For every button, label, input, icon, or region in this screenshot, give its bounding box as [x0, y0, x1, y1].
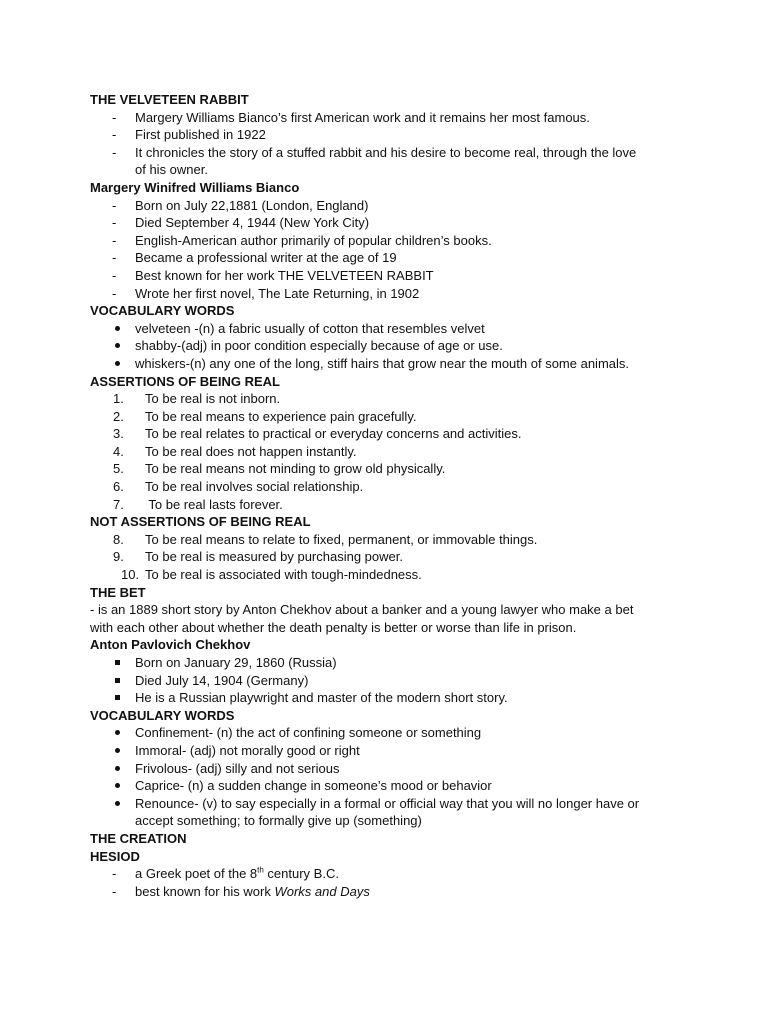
paragraph-line: - is an 1889 short story by Anton Chekhov about a banker and a young lawyer who make a bet: [90, 602, 634, 618]
list-item: - Margery Williams Bianco’s first American work and it remains her most famous.: [112, 109, 590, 125]
paragraph-line: with each other about whether the death penalty is better or worse than life in prison.: [90, 619, 577, 635]
list-item: Caprice- (n) a sudden change in someone’s mood or behavior: [0, 777, 768, 795]
bullet-dot-icon: [115, 361, 120, 366]
section-heading-vocabulary-1: VOCABULARY WORDS: [90, 303, 235, 319]
list-item: whiskers-(n) any one of the long, stiff hairs that grow near the mouth of some animals.: [0, 355, 768, 373]
dash-marker: -: [112, 144, 117, 160]
bullet-square-icon: [115, 678, 120, 683]
list-item: shabby-(adj) in poor condition especially because of age or use.: [0, 337, 768, 355]
dash-marker: -: [112, 866, 117, 882]
list-item: - English-American author primarily of popular children’s books.: [112, 232, 492, 248]
dash-marker: -: [112, 127, 117, 143]
dash-marker: -: [112, 883, 117, 899]
list-item: - Born on July 22,1881 (London, England): [112, 197, 369, 213]
list-item: - It chronicles the story of a stuffed rabbit and his desire to become real, through the love: [112, 144, 637, 160]
numbered-item: 5. To be real means not minding to grow old physically.: [113, 461, 446, 477]
bullet-dot-icon: [115, 766, 120, 771]
item-number: 3.: [113, 426, 124, 442]
numbered-item: 1. To be real is not inborn.: [113, 391, 281, 407]
bullet-square-icon: [115, 660, 120, 665]
section-heading-assertions: ASSERTIONS OF BEING REAL: [90, 373, 280, 389]
item-number: 7.: [113, 496, 124, 512]
section-heading-velveteen-rabbit: THE VELVETEEN RABBIT: [90, 92, 249, 107]
item-number: 2.: [113, 408, 124, 424]
dash-marker: -: [112, 250, 117, 266]
bullet-dot-icon: [115, 326, 120, 331]
dash-marker: -: [112, 285, 117, 301]
list-item: - Best known for her work THE VELVETEEN RABBIT: [112, 267, 434, 283]
list-item-continuation: of his owner.: [135, 162, 208, 178]
section-heading-bianco: Margery Winifred Williams Bianco: [90, 179, 300, 195]
numbered-item: 3. To be real relates to practical or everyday concerns and activities.: [113, 426, 522, 442]
numbered-item: 10. To be real is associated with tough-mindedness.: [121, 567, 422, 583]
dash-marker: -: [112, 232, 117, 248]
item-number: 6.: [113, 479, 124, 495]
bullet-dot-icon: [115, 783, 120, 788]
list-item: He is a Russian playwright and master of the modern short story.: [0, 689, 768, 707]
section-heading-the-creation: THE CREATION: [90, 830, 187, 846]
dash-marker: -: [112, 197, 117, 213]
dash-marker: -: [112, 215, 117, 231]
numbered-item: 4. To be real does not happen instantly.: [113, 443, 357, 459]
numbered-item: 6. To be real involves social relationship.: [113, 479, 364, 495]
item-number: 1.: [113, 391, 124, 407]
item-number: 9.: [113, 549, 124, 565]
bullet-dot-icon: [115, 748, 120, 753]
item-number: 10.: [121, 567, 140, 583]
numbered-item: 2. To be real means to experience pain gracefully.: [113, 408, 417, 424]
bullet-dot-icon: [115, 730, 120, 735]
bullet-dot-icon: [115, 343, 120, 348]
document-page: [0, 91, 768, 900]
section-heading-the-bet: THE BET: [90, 584, 146, 600]
item-number: 8.: [113, 531, 124, 547]
dash-marker: -: [112, 109, 117, 125]
list-item: - Died September 4, 1944 (New York City): [112, 215, 370, 231]
numbered-item: 9. To be real is measured by purchasing power.: [113, 549, 403, 565]
list-item: velveteen -(n) a fabric usually of cotton that resembles velvet: [0, 320, 768, 338]
section-heading-not-assertions: NOT ASSERTIONS OF BEING REAL: [90, 514, 311, 530]
section-heading-vocabulary-2: VOCABULARY WORDS: [90, 707, 235, 723]
list-item: Born on January 29, 1860 (Russia): [0, 654, 768, 672]
list-item: Died July 14, 1904 (Germany): [0, 672, 768, 690]
list-item: - Became a professional writer at the age of 19: [112, 250, 397, 266]
list-item: Immoral- (adj) not morally good or right: [0, 742, 768, 760]
bullet-dot-icon: [115, 801, 120, 806]
list-item: - First published in 1922: [112, 127, 266, 143]
numbered-item: 7. To be real lasts forever.: [113, 496, 283, 512]
item-number: 5.: [113, 461, 124, 477]
dash-marker: -: [112, 267, 117, 283]
book-title: Works and Days: [274, 883, 370, 899]
list-item: - Wrote her first novel, The Late Returning, in 1902: [112, 285, 420, 301]
numbered-item: 8. To be real means to relate to fixed, permanent, or immovable things.: [113, 531, 538, 547]
list-item: - a Greek poet of the 8th century B.C.: [112, 865, 339, 882]
section-heading-chekhov: Anton Pavlovich Chekhov: [90, 637, 251, 653]
section-heading-hesiod: HESIOD: [90, 848, 140, 864]
list-item-continuation: accept something; to formally give up (something): [135, 813, 422, 829]
list-item: Frivolous- (adj) silly and not serious: [0, 760, 768, 778]
bullet-square-icon: [115, 695, 120, 700]
list-item: - best known for his work Works and Days: [112, 883, 370, 899]
list-item: Renounce- (v) to say especially in a formal or official way that you will no longer have or: [0, 795, 768, 813]
item-number: 4.: [113, 443, 124, 459]
list-item: Confinement- (n) the act of confining someone or something: [0, 724, 768, 742]
